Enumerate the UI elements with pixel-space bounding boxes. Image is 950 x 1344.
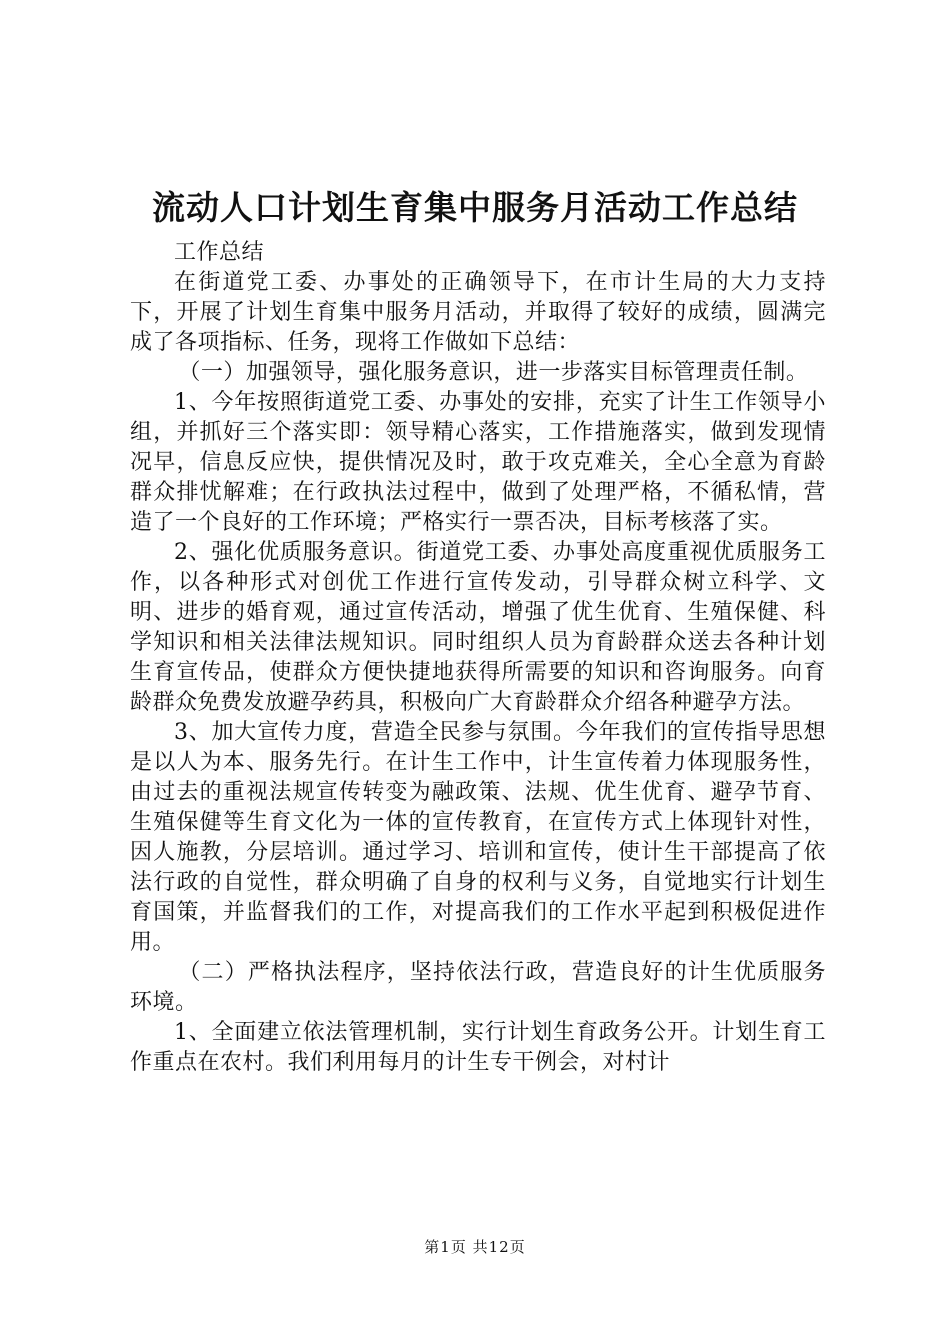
page-number: 第1页 共12页 bbox=[424, 1238, 526, 1256]
paragraph-item-1-2: 2、强化优质服务意识。街道党工委、办事处高度重视优质服务工作，以各种形式对创优工作进行宣传发动，引导群众树立科学、文明、进步的婚育观，通过宣传活动，增强了优生优育、生殖保健、科学知识和相关法律法规知识。同时组织人员为育龄群众送去各种计划生育宣传品，使群众方便快捷地获得所需要的知识和咨询服务。向育龄群众免费发放避孕药具，积极向广大育龄群众介绍各种避孕方法。 bbox=[130, 540, 826, 715]
paragraph-intro: 在街道党工委、办事处的正确领导下，在市计生局的大力支持下，开展了计划生育集中服务月活动，并取得了较好的成绩，圆满完成了各项指标、任务，现将工作做如下总结： bbox=[130, 270, 826, 355]
paragraph-item-1-1: 1、今年按照街道党工委、办事处的安排，充实了计生工作领导小组，并抓好三个落实即：领导精心落实，工作措施落实，做到发现情况早，信息反应快，提供情况及时，敢于攻克难关，全心全意为育龄群众排忧解难；在行政执法过程中，做到了处理严格，不循私情，营造了一个良好的工作环境；严格实行一票否决，目标考核落了实。 bbox=[130, 390, 826, 535]
paragraph-subtitle: 工作总结 bbox=[174, 240, 265, 265]
section-heading-2: （二）严格执法程序，坚持依法行政，营造良好的计生优质服务环境。 bbox=[130, 960, 826, 1015]
document-title: 流动人口计划生育集中服务月活动工作总结 bbox=[152, 188, 798, 227]
section-heading-1: （一）加强领导，强化服务意识，进一步落实目标管理责任制。 bbox=[178, 360, 809, 385]
document-body bbox=[130, 238, 826, 1078]
paragraph-item-1-3: 3、加大宣传力度，营造全民参与氛围。今年我们的宣传指导思想是以人为本、服务先行。在计生工作中，计生宣传着力体现服务性，由过去的重视法规宣传转变为融政策、法规、优生优育、避孕节育、生殖保健等生育文化为一体的宣传教育，在宣传方式上体现针对性，因人施教，分层培训。通过学习、培训和宣传，使计生干部提高了依法行政的自觉性，群众明确了自身的权利与义务，自觉地实行计划生育国策，并监督我们的工作，对提高我们的工作水平起到积极促进作用。 bbox=[130, 720, 826, 955]
paragraph-item-2-1: 1、全面建立依法管理机制，实行计划生育政务公开。计划生育工作重点在农村。我们利用每月的计生专干例会，对村计 bbox=[130, 1020, 826, 1075]
